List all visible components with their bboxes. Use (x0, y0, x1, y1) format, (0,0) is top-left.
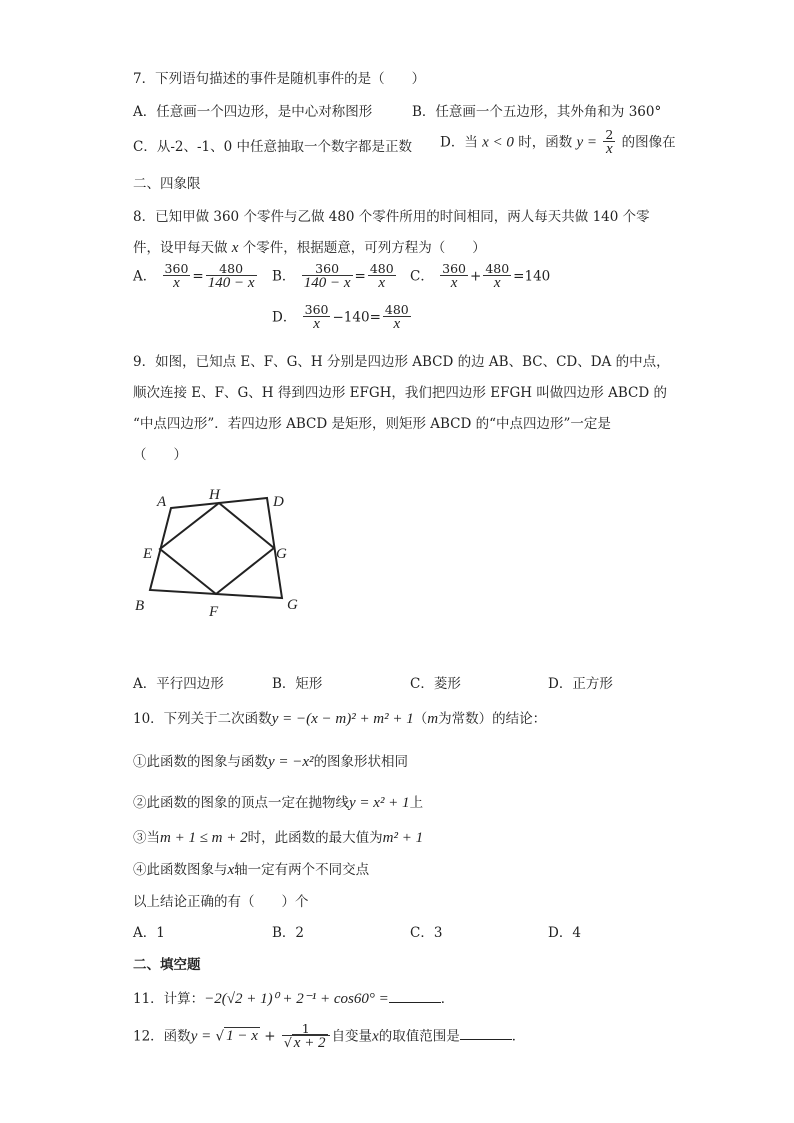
q7-d-y: y = (576, 134, 598, 151)
q12-blank (460, 1027, 512, 1040)
minus-140: −140= (332, 309, 381, 326)
sqrt-sign: √ (215, 1028, 225, 1045)
denominator: √ x + 2 (283, 1035, 326, 1052)
q12-end: ． (511, 1028, 526, 1045)
label-d: D (273, 494, 284, 510)
q10-statement-3 (133, 826, 423, 847)
s3-a: ③当 (133, 830, 160, 846)
q7-option-d (440, 128, 676, 158)
q12 (133, 1022, 525, 1052)
q9-line2: 顺次连接 E、F、G、H 得到四边形 EFGH，我们把四边形 EFGH 叫做四边形 ABCD 的 (133, 385, 667, 401)
label-f: F (209, 604, 219, 620)
q9-line1: 9．如图，已知点 E、F、G、H 分别是四边形 ABCD 的边 AB、BC、CD、DA 的中点， (133, 354, 670, 370)
q7-option-d-continued: 二、四象限 (133, 176, 201, 192)
q10-statement-1 (133, 750, 408, 771)
q12-y: y = (190, 1028, 212, 1045)
fraction (206, 262, 257, 292)
fraction (368, 262, 396, 292)
q12-radicand-2: x + 2 (293, 1035, 326, 1052)
label-b: B (135, 598, 145, 614)
denominator: x (605, 141, 613, 158)
plus: + (470, 268, 482, 285)
q10-stem-c: 为常数）的结论： (438, 711, 547, 727)
s2-f: y = x² + 1 (349, 795, 410, 811)
numerator: 480 (485, 261, 510, 276)
q12-radicand-1: 1 − x (226, 1028, 258, 1045)
numerator: 360 (164, 261, 189, 276)
option-label: D． (272, 309, 297, 326)
q10-stem-a: 10．下列关于二次函数 (133, 711, 272, 727)
q7-stem: 7．下列语句描述的事件是随机事件的是（ ） (133, 71, 426, 87)
denominator: x (173, 275, 180, 292)
option-label: C． (410, 268, 434, 285)
q8-line2-b: 个零件，根据题意，可列方程为（ ） (242, 240, 486, 256)
s4-b: 轴一定有两个不同交点 (234, 862, 370, 878)
q10-option-b: B．2 (272, 925, 305, 941)
q8-line2-x: x (231, 240, 239, 256)
quadrilateral-abcd (150, 498, 282, 598)
s4-a: ④此函数图象与 (133, 862, 228, 878)
denominator: x (393, 316, 401, 333)
q7-d-cond: x < 0 (482, 134, 514, 151)
q8-line2-a: 件，设甲每天做 (133, 240, 228, 256)
denominator: x (378, 275, 386, 292)
s1-a: ①此函数的图象与函数 (133, 754, 268, 770)
label-h: H (209, 487, 220, 503)
denominator: 140 − x (207, 275, 255, 292)
numerator: 2 (605, 127, 614, 142)
denominator: 140 − x (303, 275, 351, 292)
q12-a: 12．函数 (133, 1028, 191, 1045)
q8-option-d (272, 303, 413, 333)
fraction (163, 262, 191, 292)
q7-option-b: B．任意画一个五边形，其外角和为 360° (412, 104, 662, 120)
numerator: 360 (442, 261, 466, 276)
q8-option-b (272, 262, 398, 292)
label-e: E (143, 546, 153, 562)
q10-statement-4 (133, 858, 369, 879)
q8-option-c (410, 262, 550, 292)
equals: = (192, 268, 204, 285)
s2-b: 上 (409, 795, 424, 811)
q11-blank (389, 990, 441, 1003)
q11 (133, 987, 454, 1008)
q10-option-a: A．1 (133, 925, 165, 941)
q7-d-mid: 时，函数 (518, 134, 573, 151)
q7-d-post: 的图像在 (621, 134, 676, 151)
q12-c: 的取值范围是 (378, 1028, 460, 1045)
q8-line2 (133, 236, 486, 257)
q9-option-a: A．平行四边形 (133, 676, 224, 692)
q8-option-a (133, 262, 259, 292)
q9-option-d: D．正方形 (548, 676, 613, 692)
label-g-right: G (276, 546, 287, 562)
q12-x: x (372, 1028, 379, 1045)
numerator: 360 (304, 302, 329, 317)
s3-f: m + 1 ≤ m + 2 (160, 830, 248, 846)
numerator: 1 (282, 1022, 330, 1036)
fraction (483, 262, 511, 292)
q10-stem-b: （ (413, 711, 428, 727)
s3-g: m² + 1 (382, 830, 424, 846)
s2-a: ②此函数的图象的顶点一定在抛物线 (133, 795, 349, 811)
q11-formula: −2(√2 + 1)⁰ + 2⁻¹ + cos60° = (204, 991, 389, 1007)
equals: = (354, 268, 366, 285)
q10-option-d: D．4 (548, 925, 581, 941)
q7-option-c: C．从-2、-1、0 中任意抽取一个数字都是正数 (133, 139, 413, 155)
numerator: 480 (206, 262, 257, 276)
s1-b: 的图象形状相同 (313, 754, 409, 770)
q11-end: ． (440, 991, 455, 1007)
numerator: 480 (384, 302, 409, 317)
s3-b: 时，此函数的最大值为 (247, 830, 383, 846)
q12-b: 自变量 (331, 1028, 373, 1045)
q10-m: m (427, 711, 439, 727)
q9-line3: “中点四边形”．若四边形 ABCD 是矩形，则矩形 ABCD 的“中点四边形”一定是 (133, 416, 611, 432)
denominator: x (313, 316, 320, 333)
q7-d-fraction (603, 128, 615, 158)
label-g-bottom: G (287, 597, 298, 613)
q10-stem (133, 707, 546, 728)
fraction (383, 303, 411, 333)
q10-function: y = −(x − m)² + m² + 1 (271, 711, 414, 727)
numerator: 480 (369, 261, 394, 276)
q10-ask: 以上结论正确的有（ ）个 (133, 894, 309, 910)
s4-x: x (227, 862, 235, 878)
q12-plus: + (264, 1028, 276, 1045)
label-a: A (157, 494, 167, 510)
q10-option-c: C．3 (410, 925, 443, 941)
q8-line1: 8．已知甲做 360 个零件与乙做 480 个零件所用的时间相同，两人每天共做 140 个零 (133, 209, 650, 225)
rhs: =140 (513, 268, 551, 285)
q11-a: 11．计算： (133, 991, 205, 1007)
q9-figure (125, 478, 315, 623)
denominator: x (493, 275, 501, 292)
q9-option-c: C．菱形 (410, 676, 461, 692)
option-label: B． (272, 268, 296, 285)
numerator: 360 (302, 262, 353, 276)
fraction (303, 303, 331, 333)
quadrilateral-efgh (160, 503, 274, 594)
q9-option-b: B．矩形 (272, 676, 323, 692)
q7-d-pre: D．当 (440, 134, 478, 151)
q9-line4: （ ） (133, 447, 187, 463)
q12-fraction (282, 1022, 330, 1052)
section-heading: 二、填空题 (133, 957, 201, 973)
q10-statement-2 (133, 791, 423, 812)
fraction (302, 262, 353, 292)
q7-option-a: A．任意画一个四边形，是中心对称图形 (133, 104, 373, 120)
option-label: A． (133, 268, 157, 285)
denominator: x (450, 275, 458, 292)
s1-f: y = −x² (268, 754, 314, 770)
fraction (440, 262, 468, 292)
